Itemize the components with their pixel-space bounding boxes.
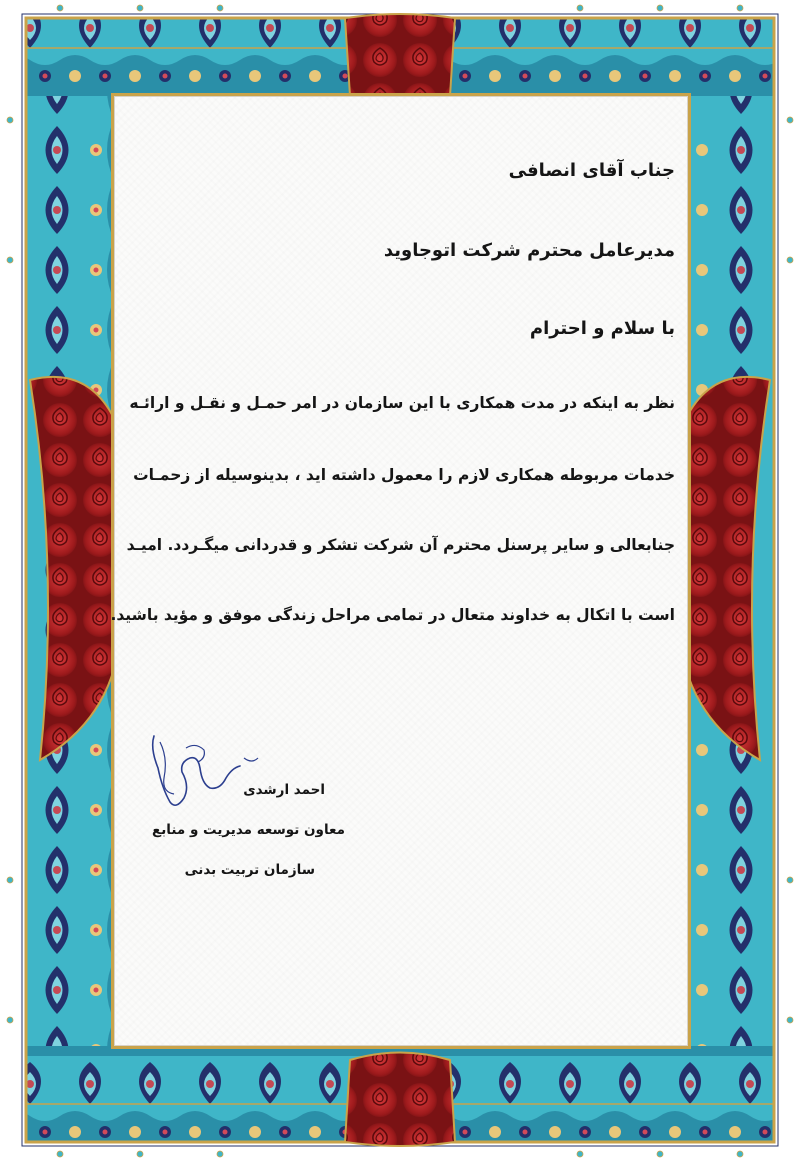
signatory-organization: سازمان تربیت بدنی <box>184 862 315 878</box>
recipient-name: جناب آقای انصافی <box>508 160 675 181</box>
body-line: نظر به اینکه در مدت همکاری با این سازمان در امر حمـل و نقـل و ارائـه <box>129 394 675 412</box>
letter-paper <box>110 96 688 1046</box>
signatory-name: احمد ارشدی <box>243 782 325 798</box>
handwritten-signature <box>140 728 280 818</box>
body-line: جنابعالی و سایر پرسنل محترم آن شرکت تشکر و قدردانی میگـردد. امیـد <box>126 536 675 554</box>
recipient-title: مدیرعامل محترم شرکت اتوجاوید <box>383 240 675 261</box>
body-line: خدمات مربوطه همکاری لازم را معمول داشته اید ، بدینوسیله از زحمـات <box>133 466 675 484</box>
greeting: با سلام و احترام <box>529 318 675 339</box>
body-line: است با اتکال به خداوند متعال در تمامی مراحل زندگی موفق و مؤید باشید. <box>110 606 675 624</box>
signatory-position: معاون توسعه مدیریت و منابع <box>152 822 345 838</box>
